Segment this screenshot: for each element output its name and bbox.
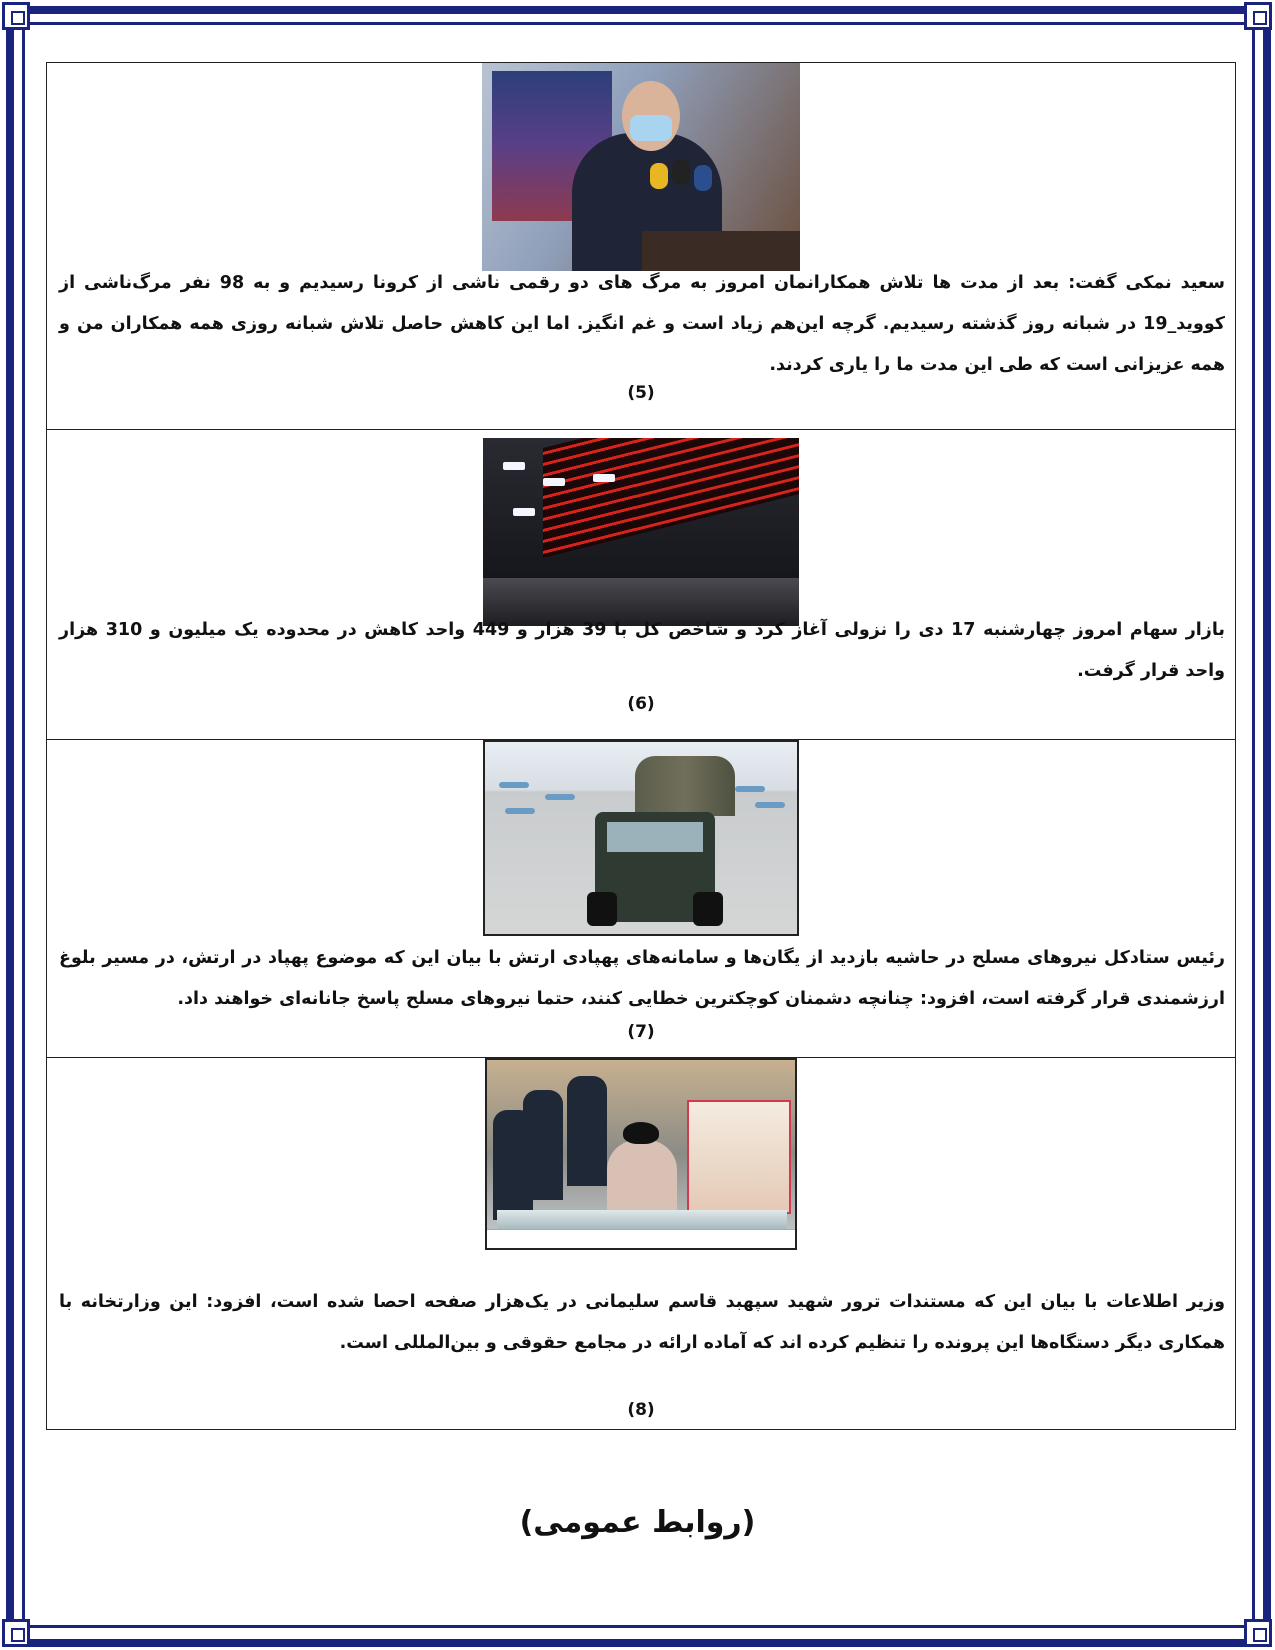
news-photo-military-jeep — [483, 740, 799, 936]
news-item — [46, 430, 1236, 740]
news-number: (7) — [627, 1022, 655, 1042]
news-caption: بازار سهام امروز چهارشنبه 17 دی را نزولی آغاز کرد و شاخص کل با 39 هزار و 449 واحد کاهش در محدوده یک میلیون و 310 هزار واحد قرار گرفت. — [59, 620, 1225, 681]
news-number: (8) — [627, 1400, 655, 1420]
corner-ornament — [2, 2, 30, 30]
news-number: (5) — [627, 383, 655, 403]
news-caption: رئیس ستادکل نیروهای مسلح در حاشیه بازدید از یگان‌ها و سامانه‌های پهپادی ارتش با بیان این که موضوع پهپاد در ارتش، در مسیر بلوغ ارزشمندی قرار گرفته است، افزود: چنانچه دشمنان کوچکترین خطایی کنند، حتما نیروهای مسلح پاسخ جانانه‌ای خواهند داد. — [59, 948, 1225, 1009]
news-photo-health-minister — [482, 63, 800, 271]
news-item — [46, 740, 1236, 1058]
news-photo-stock-exchange — [483, 438, 799, 626]
news-caption: سعید نمکی گفت: بعد از مدت ها تلاش همکارانمان امروز به مرگ های دو رقمی ناشی از کرونا رسیدیم و به 98 نفر مرگ‌ناشی از کووید_19 در شبانه روز گذشته رسیدیم. گرچه این‌هم زیاد است و غم انگیز. اما این کاهش حاصل تلاش شبانه روزی همه همکاران من و همه عزیزانی است که طی این مدت ما را یاری کردند. — [59, 273, 1225, 375]
news-list — [46, 62, 1236, 1430]
news-item — [46, 1058, 1236, 1430]
news-caption: وزیر اطلاعات با بیان این که مستندات ترور شهید سپهبد قاسم سلیمانی در یک‌هزار صفحه احصا شده است، افزود: این وزارتخانه با همکاری دیگر دستگاه‌ها این پرونده را تنظیم کرده اند که آماده ارائه در مجامع حقوقی و بین‌المللی است. — [59, 1292, 1225, 1353]
corner-ornament — [1244, 1619, 1272, 1647]
footer-public-relations: (روابط عمومی) — [519, 1505, 756, 1540]
corner-ornament — [1244, 2, 1272, 30]
news-number: (6) — [627, 694, 655, 714]
news-item — [46, 62, 1236, 430]
corner-ornament — [2, 1619, 30, 1647]
news-photo-ceremony — [485, 1058, 797, 1250]
